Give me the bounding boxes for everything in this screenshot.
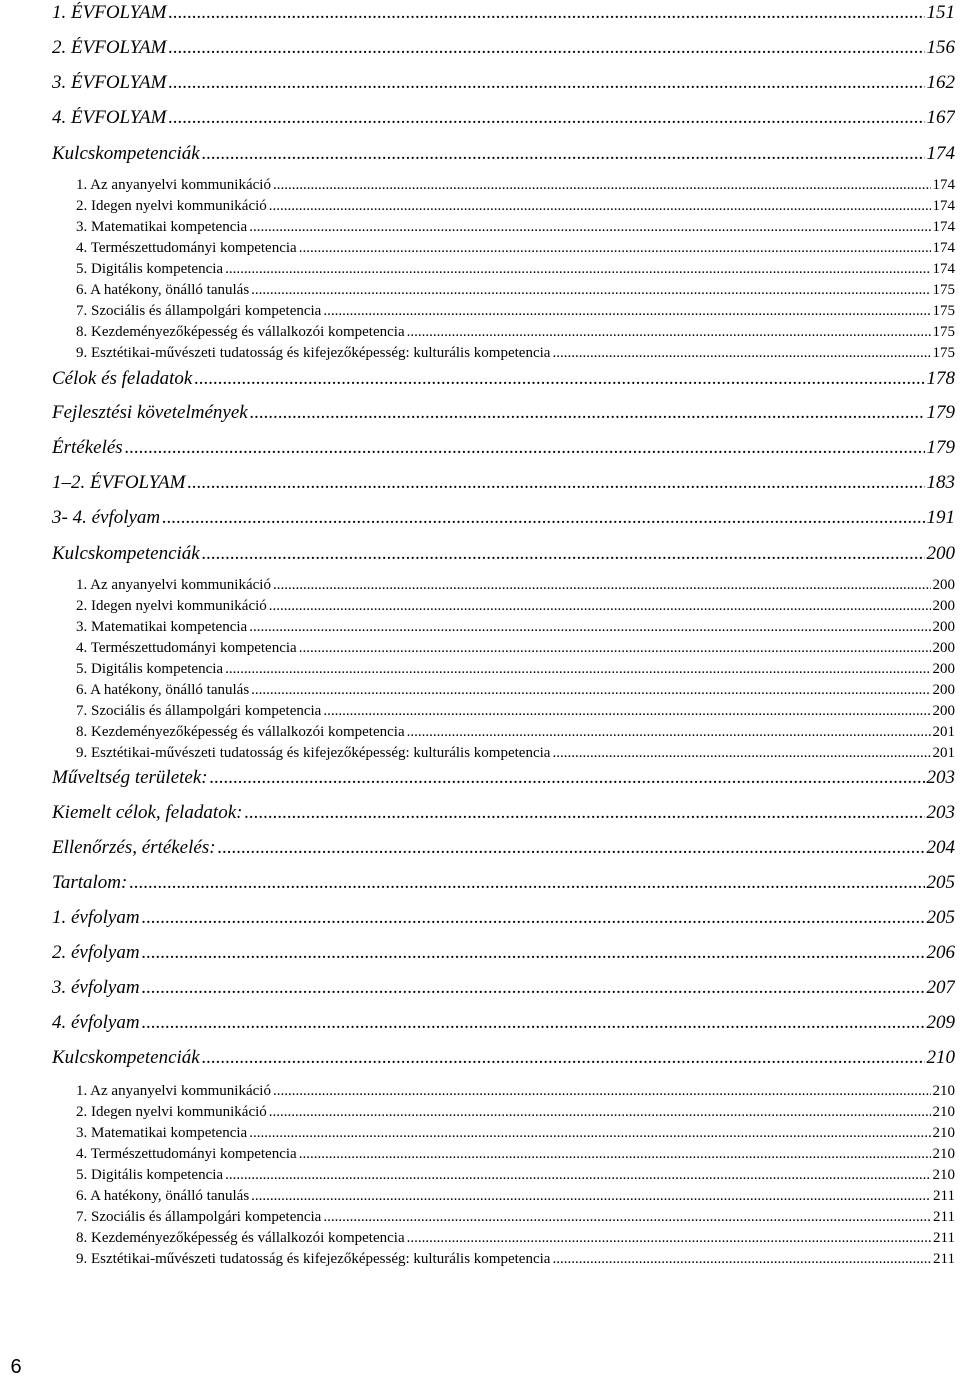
toc-entry-page: 175 xyxy=(932,303,955,319)
toc-dot-leader xyxy=(299,640,931,657)
toc-entry-page: 174 xyxy=(932,198,955,214)
toc-entry-title: 2. ÉVFOLYAM xyxy=(52,37,167,58)
toc-dot-leader xyxy=(187,472,924,494)
toc-entry-title: 3. ÉVFOLYAM xyxy=(52,72,167,93)
toc-entry-page: 210 xyxy=(932,1167,955,1183)
toc-entry-page: 201 xyxy=(932,724,955,740)
toc-entry[interactable] xyxy=(76,1230,955,1247)
toc-entry[interactable] xyxy=(76,282,955,299)
toc-dot-leader xyxy=(225,1167,930,1184)
toc-entry[interactable] xyxy=(52,72,955,94)
toc-dot-leader xyxy=(244,802,924,824)
toc-entry[interactable] xyxy=(52,507,955,529)
toc-entry-page: 210 xyxy=(932,1083,955,1099)
toc-entry-title: 9. Esztétikai-művészeti tudatosság és kifejezőképesség: kulturális kompetencia xyxy=(76,1251,551,1267)
toc-entry[interactable] xyxy=(76,303,955,320)
toc-dot-leader xyxy=(218,837,925,859)
toc-dot-leader xyxy=(168,107,924,129)
toc-dot-leader xyxy=(323,303,930,320)
toc-entry-title: 3. Matematikai kompetencia xyxy=(76,1125,248,1141)
toc-dot-leader xyxy=(210,767,925,789)
toc-entry[interactable] xyxy=(76,1209,955,1226)
toc-dot-leader xyxy=(168,2,924,24)
toc-entry[interactable] xyxy=(76,261,955,278)
toc-entry[interactable] xyxy=(76,619,955,636)
toc-entry[interactable] xyxy=(76,577,955,594)
toc-dot-leader xyxy=(273,177,931,194)
toc-entry[interactable] xyxy=(76,324,955,341)
toc-dot-leader xyxy=(552,345,930,362)
toc-entry-title: 8. Kezdeményezőképesség és vállalkozói kompetencia xyxy=(76,324,405,340)
toc-entry[interactable] xyxy=(76,640,955,657)
toc-entry[interactable] xyxy=(52,107,955,129)
toc-entry-title: 9. Esztétikai-művészeti tudatosság és kifejezőképesség: kulturális kompetencia xyxy=(76,345,551,361)
toc-entry-page: 179 xyxy=(926,437,955,458)
toc-entry-title: 4. évfolyam xyxy=(52,1012,140,1033)
toc-entry-title: 5. Digitális kompetencia xyxy=(76,261,224,277)
toc-entry[interactable] xyxy=(76,598,955,615)
toc-entry[interactable] xyxy=(52,472,955,494)
toc-entry-title: 6. A hatékony, önálló tanulás xyxy=(76,1188,250,1204)
toc-entry-page: 175 xyxy=(932,282,955,298)
toc-dot-leader xyxy=(142,907,925,929)
toc-entry-title: 3- 4. évfolyam xyxy=(52,507,161,528)
toc-entry-title: 5. Digitális kompetencia xyxy=(76,661,224,677)
toc-dot-leader xyxy=(552,745,930,762)
toc-dot-leader xyxy=(299,1146,931,1163)
toc-entry-title: 6. A hatékony, önálló tanulás xyxy=(76,282,250,298)
toc-dot-leader xyxy=(249,219,930,236)
toc-entry-page: 210 xyxy=(932,1104,955,1120)
toc-dot-leader xyxy=(125,437,925,459)
toc-dot-leader xyxy=(407,724,931,741)
toc-dot-leader xyxy=(251,682,930,699)
toc-entry-title: 8. Kezdeményezőképesség és vállalkozói kompetencia xyxy=(76,1230,405,1246)
toc-entry[interactable] xyxy=(76,661,955,678)
toc-entry[interactable] xyxy=(76,1125,955,1142)
toc-dot-leader xyxy=(202,143,925,165)
toc-dot-leader xyxy=(168,37,924,59)
toc-entry[interactable] xyxy=(52,2,955,24)
toc-entry-page: 200 xyxy=(932,640,955,656)
toc-entry-page: 210 xyxy=(932,1146,955,1162)
toc-entry[interactable] xyxy=(52,543,955,565)
toc-entry-page: 200 xyxy=(932,661,955,677)
toc-entry-page: 201 xyxy=(932,745,955,761)
toc-entry-page: 175 xyxy=(932,345,955,361)
toc-entry-page: 174 xyxy=(932,219,955,235)
toc-entry[interactable] xyxy=(76,1104,955,1121)
toc-entry-page: 174 xyxy=(932,240,955,256)
toc-entry-page: 179 xyxy=(926,402,955,423)
toc-entry-title: 2. Idegen nyelvi kommunikáció xyxy=(76,598,267,614)
toc-entry-page: 174 xyxy=(932,177,955,193)
toc-entry-page: 174 xyxy=(932,261,955,277)
toc-entry[interactable] xyxy=(76,1251,955,1268)
toc-entry-title: Ellenőrzés, értékelés: xyxy=(52,837,216,858)
toc-entry-title: 4. Természettudományi kompetencia xyxy=(76,640,297,656)
toc-entry-title: 1. ÉVFOLYAM xyxy=(52,2,167,23)
toc-dot-leader xyxy=(250,402,925,424)
toc-entry-title: Tartalom: xyxy=(52,872,128,893)
toc-entry[interactable] xyxy=(52,767,955,789)
toc-entry[interactable] xyxy=(52,368,955,390)
toc-dot-leader xyxy=(323,1209,931,1226)
toc-entry-title: 7. Szociális és állampolgári kompetencia xyxy=(76,303,322,319)
toc-entry-page: 211 xyxy=(933,1251,955,1267)
toc-entry-page: 174 xyxy=(926,143,955,164)
toc-entry-page: 167 xyxy=(926,107,955,128)
toc-entry-page: 200 xyxy=(932,577,955,593)
toc-entry-page: 205 xyxy=(926,872,955,893)
toc-entry-title: Célok és feladatok xyxy=(52,368,193,389)
toc-entry-page: 200 xyxy=(932,598,955,614)
toc-entry[interactable] xyxy=(76,703,955,720)
toc-entry-title: 7. Szociális és állampolgári kompetencia xyxy=(76,703,322,719)
toc-entry-title: 3. évfolyam xyxy=(52,977,140,998)
toc-entry[interactable] xyxy=(76,198,955,215)
toc-entry-title: Fejlesztési követelmények xyxy=(52,402,248,423)
toc-entry-title: 3. Matematikai kompetencia xyxy=(76,619,248,635)
toc-entry-title: Értékelés xyxy=(52,437,123,458)
toc-entry-title: 1. Az anyanyelvi kommunikáció xyxy=(76,177,271,193)
toc-entry[interactable] xyxy=(52,942,955,964)
toc-dot-leader xyxy=(407,324,931,341)
toc-entry-page: 191 xyxy=(926,507,955,528)
toc-entry-title: 9. Esztétikai-művészeti tudatosság és kifejezőképesség: kulturális kompetencia xyxy=(76,745,551,761)
toc-entry-page: 175 xyxy=(932,324,955,340)
toc-dot-leader xyxy=(552,1251,931,1268)
toc-entry[interactable] xyxy=(52,977,955,999)
toc-entry-title: Műveltség területek: xyxy=(52,767,208,788)
toc-dot-leader xyxy=(225,661,930,678)
toc-entry-page: 203 xyxy=(926,802,955,823)
toc-entry[interactable] xyxy=(76,1083,955,1100)
toc-dot-leader xyxy=(249,619,930,636)
toc-entry-title: 1. évfolyam xyxy=(52,907,140,928)
toc-entry[interactable] xyxy=(76,1167,955,1184)
toc-entry-page: 211 xyxy=(933,1188,955,1204)
toc-entry-page: 204 xyxy=(926,837,955,858)
toc-dot-leader xyxy=(142,942,925,964)
toc-entry-page: 200 xyxy=(932,682,955,698)
toc-entry[interactable] xyxy=(76,682,955,699)
toc-entry-page: 210 xyxy=(926,1047,955,1068)
toc-dot-leader xyxy=(168,72,924,94)
toc-entry[interactable] xyxy=(52,1047,955,1069)
toc-entry[interactable] xyxy=(52,437,955,459)
toc-entry[interactable] xyxy=(52,1012,955,1034)
toc-entry-title: 3. Matematikai kompetencia xyxy=(76,219,248,235)
toc-dot-leader xyxy=(269,198,931,215)
toc-dot-leader xyxy=(225,261,930,278)
toc-entry[interactable] xyxy=(76,1188,955,1205)
toc-entry-title: 1–2. ÉVFOLYAM xyxy=(52,472,186,493)
toc-entry-title: Kulcskompetenciák xyxy=(52,1047,200,1068)
toc-entry-page: 207 xyxy=(926,977,955,998)
toc-entry-page: 151 xyxy=(926,2,955,23)
toc-entry-title: Kiemelt célok, feladatok: xyxy=(52,802,243,823)
toc-entry[interactable] xyxy=(52,907,955,929)
toc-entry-title: 2. évfolyam xyxy=(52,942,140,963)
toc-entry[interactable] xyxy=(76,240,955,257)
toc-entry-title: 4. Természettudományi kompetencia xyxy=(76,1146,297,1162)
toc-entry-page: 200 xyxy=(932,619,955,635)
toc-entry[interactable] xyxy=(76,1146,955,1163)
toc-entry-title: 7. Szociális és állampolgári kompetencia xyxy=(76,1209,322,1225)
toc-entry[interactable] xyxy=(76,745,955,762)
toc-entry-title: Kulcskompetenciák xyxy=(52,143,200,164)
toc-entry[interactable] xyxy=(76,345,955,362)
page-number: 6 xyxy=(10,1356,22,1378)
toc-dot-leader xyxy=(407,1230,931,1247)
toc-dot-leader xyxy=(299,240,931,257)
toc-entry-page: 211 xyxy=(933,1230,955,1246)
toc-entry[interactable] xyxy=(76,724,955,741)
toc-entry-title: 4. ÉVFOLYAM xyxy=(52,107,167,128)
toc-entry[interactable] xyxy=(52,802,955,824)
toc-dot-leader xyxy=(273,1083,931,1100)
toc-entry-page: 162 xyxy=(926,72,955,93)
toc-dot-leader xyxy=(142,1012,925,1034)
toc-dot-leader xyxy=(194,368,924,390)
toc-entry[interactable] xyxy=(76,219,955,236)
toc-dot-leader xyxy=(249,1125,930,1142)
toc-entry[interactable] xyxy=(52,402,955,424)
toc-entry-page: 200 xyxy=(932,703,955,719)
toc-dot-leader xyxy=(269,598,931,615)
toc-entry-page: 156 xyxy=(926,37,955,58)
toc-entry[interactable] xyxy=(52,143,955,165)
toc-entry[interactable] xyxy=(76,177,955,194)
toc-entry-title: 8. Kezdeményezőképesség és vállalkozói kompetencia xyxy=(76,724,405,740)
toc-entry-page: 183 xyxy=(926,472,955,493)
toc-dot-leader xyxy=(202,543,925,565)
toc-entry[interactable] xyxy=(52,837,955,859)
toc-entry-title: 2. Idegen nyelvi kommunikáció xyxy=(76,1104,267,1120)
toc-entry-page: 206 xyxy=(926,942,955,963)
toc-entry-page: 203 xyxy=(926,767,955,788)
toc-entry-title: 2. Idegen nyelvi kommunikáció xyxy=(76,198,267,214)
toc-dot-leader xyxy=(202,1047,925,1069)
toc-dot-leader xyxy=(269,1104,931,1121)
toc-entry-title: 1. Az anyanyelvi kommunikáció xyxy=(76,577,271,593)
toc-entry[interactable] xyxy=(52,37,955,59)
toc-entry-page: 205 xyxy=(926,907,955,928)
toc-dot-leader xyxy=(251,282,930,299)
toc-entry-title: 5. Digitális kompetencia xyxy=(76,1167,224,1183)
toc-dot-leader xyxy=(142,977,925,999)
toc-entry-page: 200 xyxy=(926,543,955,564)
toc-entry-title: Kulcskompetenciák xyxy=(52,543,200,564)
toc-dot-leader xyxy=(273,577,931,594)
toc-entry-page: 209 xyxy=(926,1012,955,1033)
toc-entry-title: 1. Az anyanyelvi kommunikáció xyxy=(76,1083,271,1099)
toc-dot-leader xyxy=(251,1188,931,1205)
toc-entry-page: 210 xyxy=(932,1125,955,1141)
toc-dot-leader xyxy=(323,703,930,720)
toc-entry[interactable] xyxy=(52,872,955,894)
toc-dot-leader xyxy=(162,507,924,529)
toc-dot-leader xyxy=(129,872,924,894)
toc-entry-title: 4. Természettudományi kompetencia xyxy=(76,240,297,256)
toc-entry-page: 211 xyxy=(933,1209,955,1225)
toc-entry-page: 178 xyxy=(926,368,955,389)
toc-entry-title: 6. A hatékony, önálló tanulás xyxy=(76,682,250,698)
